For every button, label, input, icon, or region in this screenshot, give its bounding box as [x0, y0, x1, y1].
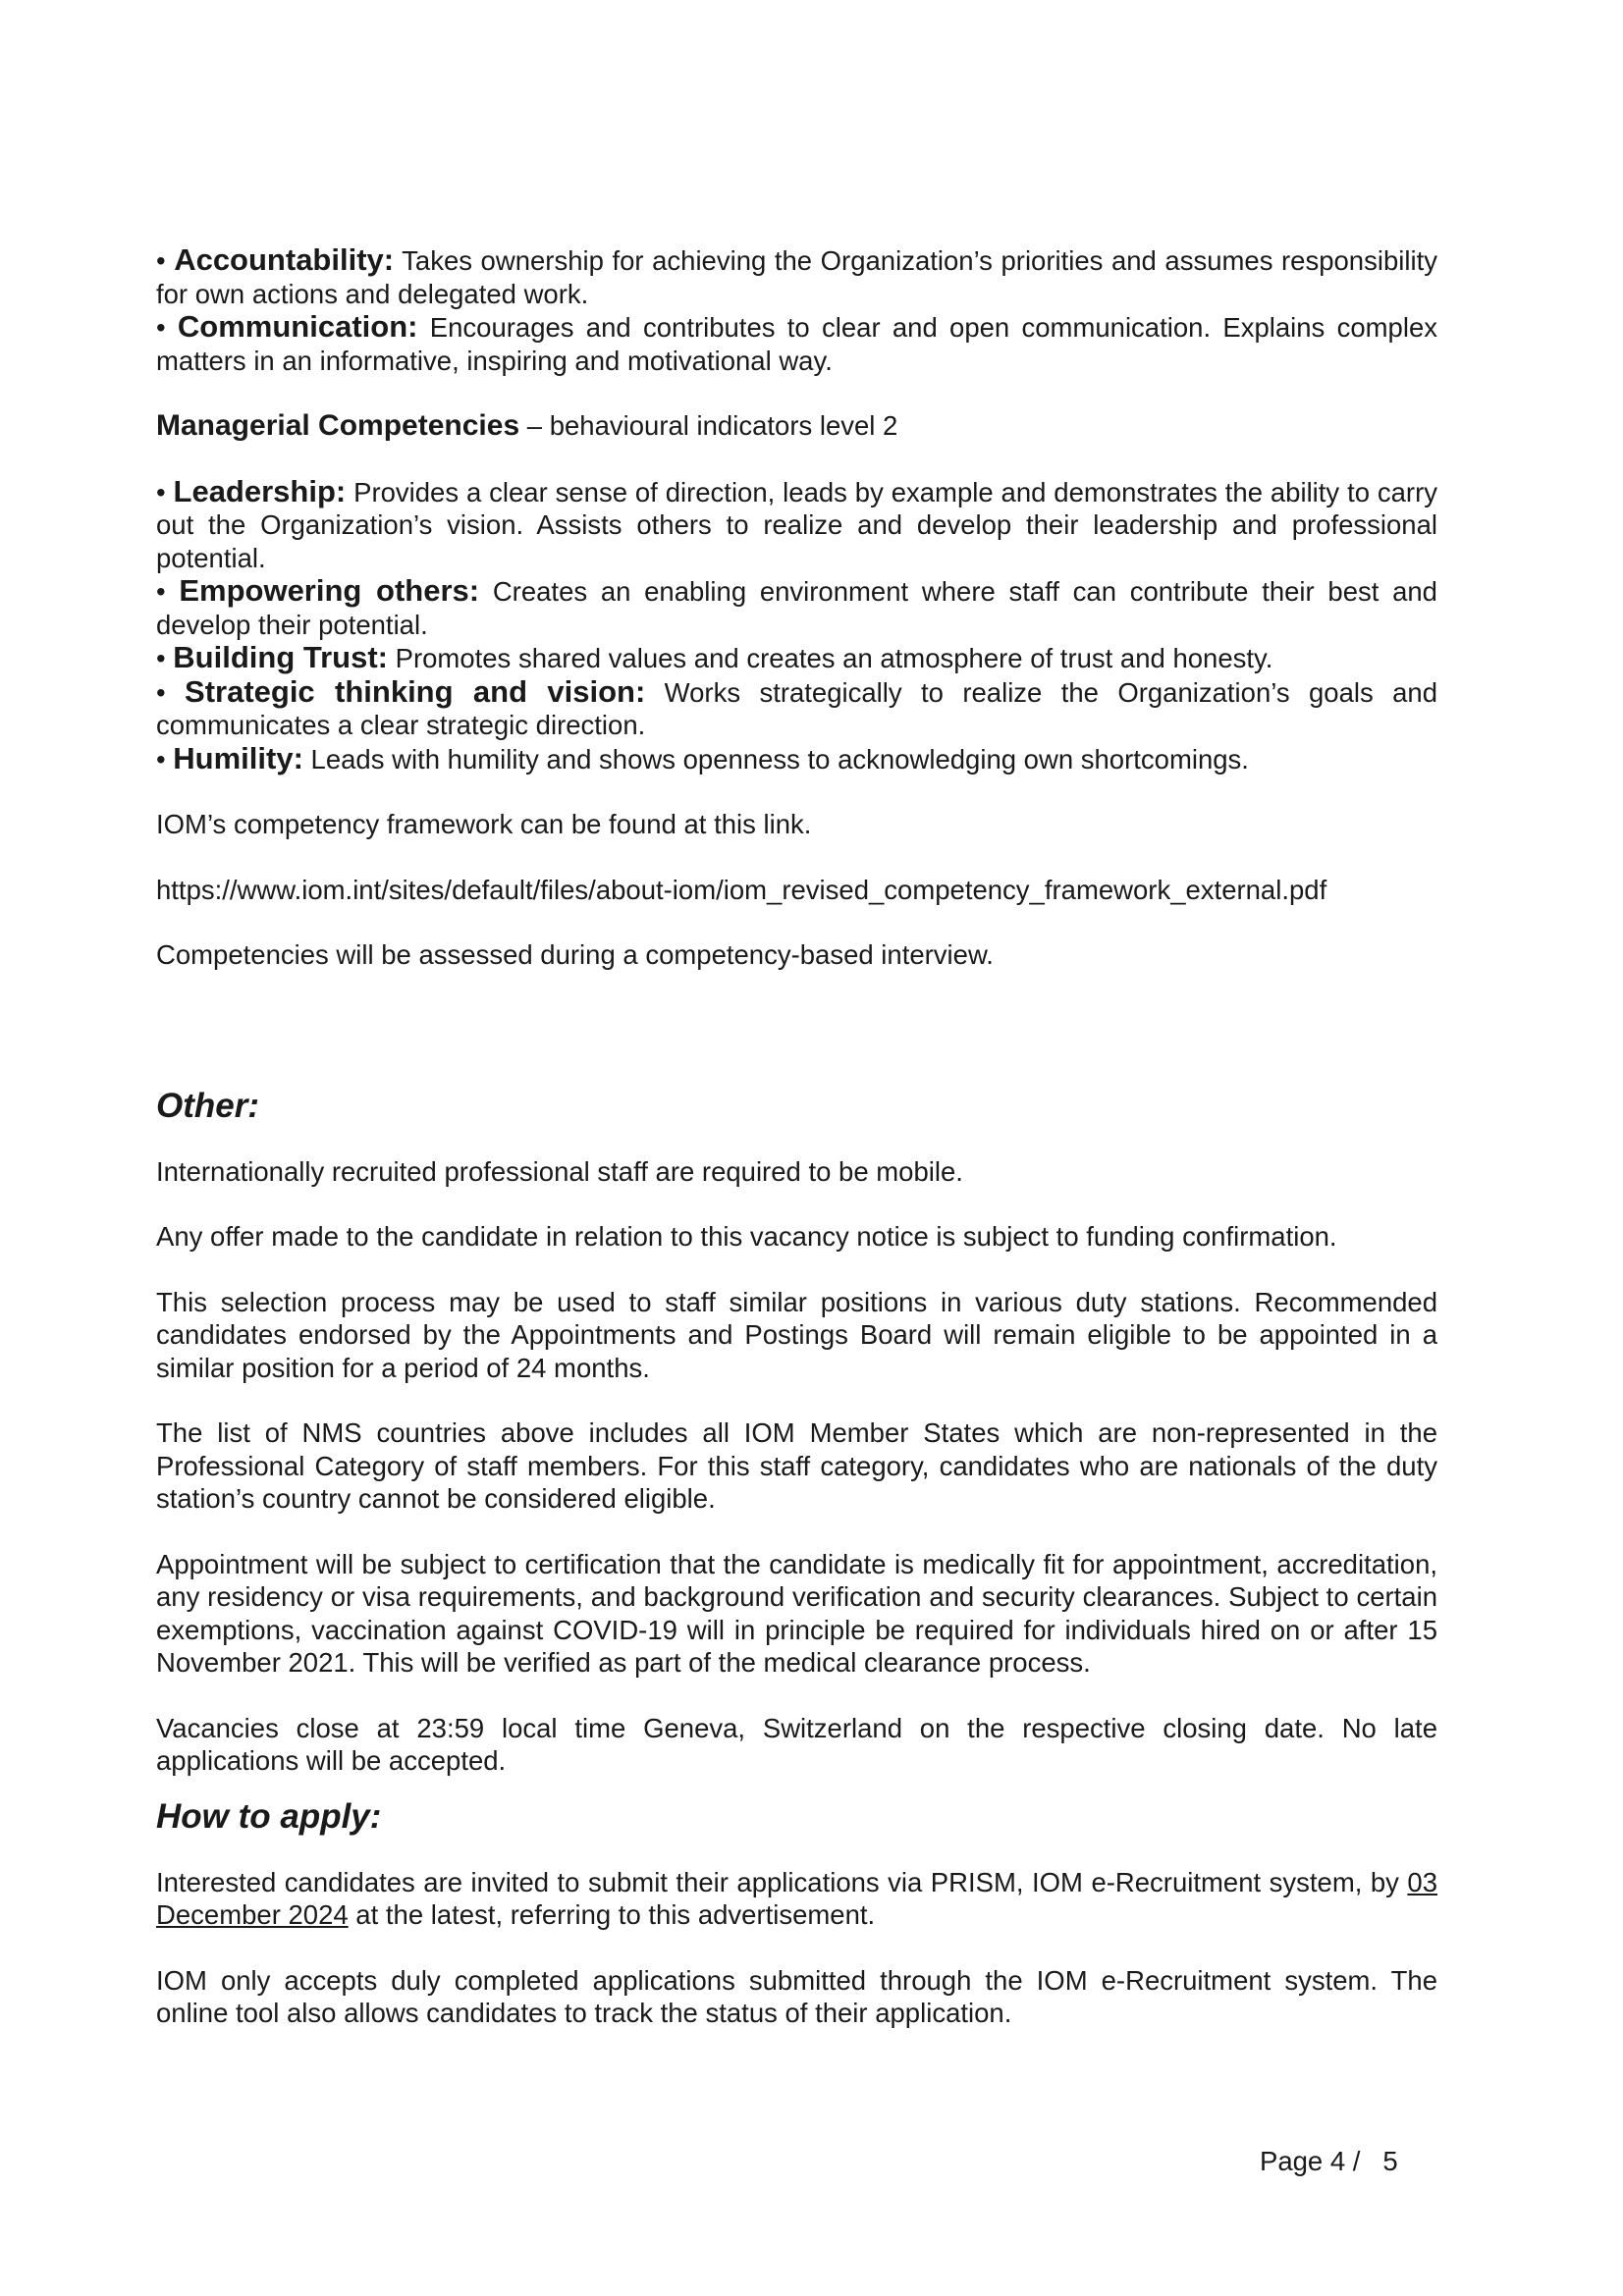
- apply-paragraph: IOM only accepts duly completed applications submitted through the IOM e-Recruitment system. The online tool also allows candidates to track the status of their application.: [156, 1964, 1437, 2028]
- other-section-title: Other:: [156, 1086, 259, 1125]
- framework-intro: IOM’s competency framework can be found at this link.: [156, 809, 812, 839]
- managerial-heading: Managerial Competencies – behavioural indicators level 2: [156, 409, 898, 442]
- other-paragraph: Internationally recruited professional staff are required to be mobile.: [156, 1155, 963, 1187]
- closing-date: 03 December 2024: [156, 1866, 1437, 1930]
- page-content: [156, 243, 1437, 2030]
- bullet-accountability: • Accountability: Takes ownership for achieving the Organization’s priorities and assumes responsibility for own actions and delegated work.: [156, 242, 1437, 309]
- bullet-strategic-thinking: • Strategic thinking and vision: Works strategically to realize the Organization’s goals and communicates a clear strategic direction.: [156, 673, 1437, 740]
- bullet-empowering-others: • Empowering others: Creates an enabling environment where staff can contribute their best and develop their potential.: [156, 573, 1437, 640]
- framework-link[interactable]: https://www.iom.int/sites/default/files/about-iom/iom_revised_competency_framework_external.pdf: [156, 874, 1327, 905]
- other-paragraph: Appointment will be subject to certification that the candidate is medically fit for appointment, accreditation, any residency or visa requirements, and background verification and security clearances. Subject to certain exemptions, vaccination against COVID-19 will in principle be required for individuals hired on or after 15 November 2021. This will be verified as part of the medical clearance process.: [156, 1548, 1437, 1678]
- apply-paragraph: Interested candidates are invited to submit their applications via PRISM, IOM e-Recruitment system, by 03 December 2024 at the latest, referring to this advertisement.: [156, 1866, 1437, 1930]
- other-paragraph: Any offer made to the candidate in relation to this vacancy notice is subject to funding confirmation.: [156, 1221, 1337, 1252]
- bullet-communication: • Communication: Encourages and contributes to clear and open communication. Explains complex matters in an informative, inspiring and motivational way.: [156, 309, 1437, 376]
- bullet-building-trust: • Building Trust: Promotes shared values and creates an atmosphere of trust and honesty.: [156, 640, 1273, 674]
- page-number: Page 4 / 5: [1260, 2146, 1398, 2176]
- how-to-apply-title: How to apply:: [156, 1796, 382, 1836]
- assessment-note: Competencies will be assessed during a competency-based interview.: [156, 939, 994, 970]
- bullet-leadership: • Leadership: Provides a clear sense of direction, leads by example and demonstrates the ability to carry out the Organization’s vision. Assists others to realize and develop their leadership and professional potential.: [156, 473, 1437, 573]
- bullet-humility: • Humility: Leads with humility and shows openness to acknowledging own shortcomings.: [156, 740, 1249, 775]
- other-paragraph: The list of NMS countries above includes all IOM Member States which are non-represented in the Professional Category of staff members. For this staff category, candidates who are nationals of the duty station’s country cannot be considered eligible.: [156, 1417, 1437, 1514]
- other-paragraph: Vacancies close at 23:59 local time Geneva, Switzerland on the respective closing date. No late applications will be accepted.: [156, 1712, 1437, 1776]
- other-paragraph: This selection process may be used to staff similar positions in various duty stations. Recommended candidates endorsed by the Appointments and Postings Board will remain eligible to be appointed in a similar position for a period of 24 months.: [156, 1286, 1437, 1383]
